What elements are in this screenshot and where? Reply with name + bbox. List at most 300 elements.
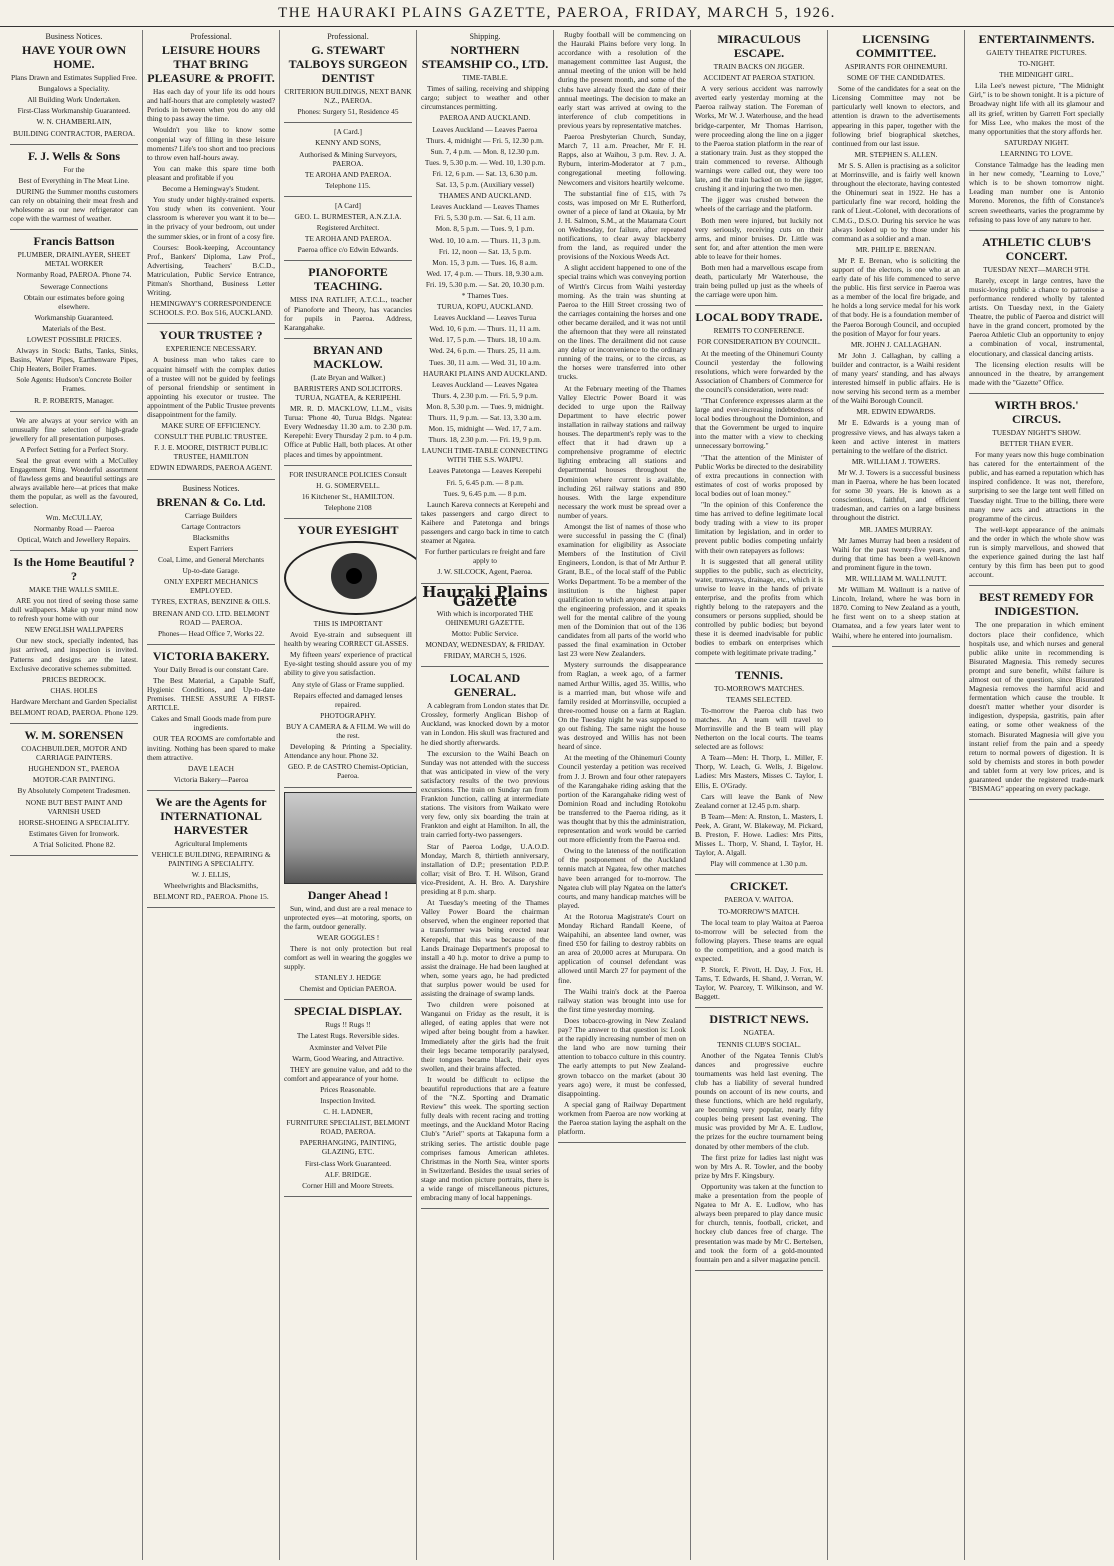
text-line: Play will commence at 1.30 p.m.	[710, 859, 808, 869]
headline: LICENSING COMMITTEE.	[855, 32, 937, 60]
text-line: A cablegram from London states that Dr. Crossley, formerly Anglican Bishop of Auckland, was knocked down by a motor van in London. His skull was fractured and he died shortly afterwards.	[421, 701, 549, 747]
text-line: Mr W. J. Towers is a successful business man in Paeroa, where he has been located for some 30 years. He is known as a conscientious, faithful, and efficient tradesman, and carries on a large business throughout the district.	[832, 467, 960, 523]
eye-illustration	[284, 541, 417, 615]
text-line: Thurs. 18, 2.30 p.m. — Fri. 19, 9 p.m.	[428, 435, 542, 445]
text-line: The excursion to the Waihi Beach on Sunday was not attended with the success that was anticipated in view of the very satisfactory results of the two previous excursions. The train on Sunday ran from Frankton Junction, calling at intermediate stations. The visitors from Waikato were very few, only six boarding the train at Frankton and eight at Hamilton. In all, the train carried forty-two passengers.	[421, 748, 549, 840]
text-line: MOTOR-CAR PAINTING.	[32, 775, 116, 785]
text-line: DURING the Summer months customers can rely on obtaining their meat fresh and wholesome as our new refrigerator can cope with the warmest of weather.	[10, 186, 138, 224]
text-line: W. N. CHAMBERLAIN,	[36, 117, 112, 127]
text-line: Thurs. 11, 9 p.m. — Sat. 13, 3.30 a.m.	[428, 413, 542, 422]
text-line: The licensing election results will be announced in the theatre, by arrangement made with the "Gazette" Office.	[969, 359, 1104, 387]
text-line: Opportunity was taken at the function to make a presentation from the people of Ngatea to Mr A. E. Ludlow, who has always been prepared to play dance music for church, tennis, football, cricket, and hockey club dances free of charge. The presentation was made by Mr C. Bertelsen, and took the form of a gold-mounted fountain pen and a silver magazine pencil.	[695, 1181, 823, 1264]
headline: LOCAL AND GENERAL.	[449, 671, 521, 700]
text-line: Fri. 5, 6.45 p.m. — 8 p.m.	[446, 477, 524, 487]
text-line: Wed. 10, 10 a.m. — Thurs. 11, 3 p.m.	[429, 235, 541, 245]
text-line: 16 Kitchener St., HAMILTON.	[301, 491, 395, 501]
text-line: KENNY AND SONS,	[315, 138, 381, 148]
text-line: MR. R. D. MACKLOW, LL.M., visits Turua: 'Phone 40, Turua Bldgs. Ngatea: Every Wednesday 11.30 a.m. to 2.30 p.m. Kerepehi: Every Thursday 2 p.m. to 4 p.m. Office at Public Hall, both places. At other places and times by appointment.	[284, 404, 412, 459]
text-line: Workmanship Guaranteed.	[34, 312, 114, 322]
text-line: Tues. 30, 11 a.m. — Wed. 31, 10 a.m.	[429, 357, 541, 367]
text-line: TE AROHA AND PAEROA.	[304, 169, 392, 179]
text-line: CRITERION BUILDINGS, NEXT BANK N.Z., PAEROA.	[284, 87, 412, 106]
article-block	[284, 201, 412, 261]
text-line: Bungalows a Speciality.	[38, 84, 110, 94]
text-line: Our new stock, specially indented, has just arrived, and inspection is invited. Patterns and designs are the latest. Exclusive decorative schemes submitted.	[10, 636, 138, 673]
article-block	[10, 234, 138, 411]
text-line: Mr S. S. Allen is practising as a solicitor at Morrinsville, and is fairly well known throughout the electorate, having contested the Ohinemuri seat in 1922. He has a particularly fine war record, holding the rank of Lieut.-Colonel, with decorations of C.M.G., D.S.O. During his service he was always looked up to by those under his command as a soldier and a man.	[832, 160, 960, 243]
text-line: FURNITURE SPECIALIST, BELMONT ROAD, PAEROA.	[286, 1118, 410, 1137]
text-line: My fifteen years' experience of practical Eye-sight testing should assure you of my ability to give you satisfaction.	[284, 650, 412, 678]
text-line: All Building Work Undertaken.	[27, 95, 121, 105]
text-line: Wed. 10, 6 p.m. — Thurs. 11, 11 a.m.	[429, 324, 541, 334]
headline: PIANOFORTE TEACHING.	[308, 265, 388, 294]
text-line: Fri. 5, 5.30 p.m. — Sat. 6, 11 a.m.	[434, 213, 536, 223]
headline: ENTERTAINMENTS.	[978, 32, 1095, 46]
text-line: It would be difficult to eclipse the beautiful reproductions that are a feature of the "N.Z. Sporting and Dramatic Review" this week. The sporting section fully deals with recent racing and trotting meetings, and the Auckland Motor Racing Club's "Ariel" sports at Takapuna form a striking series. The artistic double page comprises famous American athletes. Christmas in the North Sea, winter sports in Switzerland. Besides the usual series of stage and motion picture portraits, there is a wide range of miscellaneous pictures, embracing many of local happenings.	[421, 1074, 549, 1203]
text-line: ONLY EXPERT MECHANICS EMPLOYED.	[163, 577, 259, 596]
article-block	[284, 32, 412, 123]
text-line: Both men had a marvellous escape from death, particularly Mr Waterhouse, the train being pulled up just as the wheels of the carriage were upon him.	[695, 262, 823, 300]
text-line: THEY are genuine value, and add to the comfort and appearance of your home.	[284, 1064, 412, 1083]
text-line: The first prize for ladies last night was won by Mrs A. R. Towler, and the booby prize by Mrs F. Kingsbury.	[695, 1152, 823, 1180]
text-line: Best of Everything in The Meat Line.	[18, 175, 130, 185]
headline: Francis Battson	[33, 234, 115, 249]
text-line: Mr E. Edwards is a young man of progressive views, and has always taken a keen and active interest in matters pertaining to the welfare of the district.	[832, 418, 960, 455]
article-block	[147, 795, 275, 909]
text-line: ALF. BRIDGE.	[324, 1169, 372, 1179]
article-block	[558, 30, 686, 1143]
article-block	[695, 310, 823, 663]
text-line: TENNIS CLUB'S SOCIAL.	[717, 1039, 801, 1049]
headline: MIRACULOUS ESCAPE.	[717, 32, 801, 60]
text-line: ARE you not tired of seeing those same dull wallpapers. Make up your mind now to refresh your home with our	[10, 595, 138, 624]
text-line: A slight accident happened to one of the special trains which was conveying portion of Wirth's Circus from Waihi yesterday morning. As the train was shunting at Paeroa to the Hill Street crossing two of the carriages containing the horses and one other became derailed, and it was not until the afternoon that they were all reinstated on the lines. The derailment did not cause any delay or inconvenience to the ordinary running of the trains, or to the circus, as the horses were transferred into other trucks.	[558, 263, 686, 382]
text-line: Normanby Road, PAEROA. Phone 74.	[16, 270, 132, 280]
text-line: Leaves Patetonga — Leaves Kerepehi	[428, 466, 542, 476]
text-line: GEO. P. de CASTRO Chemist-Optician, Paeroa.	[287, 762, 409, 781]
text-line: PAEROA V. WAITOA.	[724, 895, 794, 905]
text-line: MR. JOHN J. CALLAGHAN.	[850, 339, 942, 349]
text-line: Wheelwrights and Blacksmiths,	[163, 881, 259, 891]
text-line: Another of the Ngatea Tennis Club's dances and progressive euchre tournaments was held last evening. The club has a liability of several hundred pounds on account of its new courts, and these functions, which are held regularly, are becoming very popular, nearly fifty couples being present last evening. The music was provided by Mr A. E. Ludlow, the prizes for the euchre tournament being donated by other members of the club.	[695, 1050, 823, 1151]
article-block	[284, 523, 412, 788]
text-line: Has each day of your life its odd hours and half-hours that are completely wasted? Periods in between when you do any old thing to pass away the time.	[147, 87, 275, 124]
text-line: Mr William M. Wallnutt is a native of Lincoln, Ireland, where he was born in 1870. Coming to New Zealand as a youth, he first went on to a sheep station at Otamatea, and a few years later went to Waihi, where he entered into journalism.	[832, 585, 960, 640]
article-block	[10, 728, 138, 856]
text-line: Fri. 12, 6 p.m. — Sat. 13, 6.30 p.m.	[432, 168, 538, 178]
article-block	[147, 649, 275, 791]
text-line: Chemist and Optician PAEROA.	[299, 984, 397, 994]
text-line: Thurs. 4, 2.30 p.m. — Fri. 5, 9 p.m.	[432, 390, 538, 400]
text-line: Thurs. 4, midnight — Fri. 5, 12.30 p.m.	[426, 135, 544, 145]
text-line: The jigger was crushed between the wheels of the carriage and the platform.	[695, 195, 823, 214]
article-block	[10, 32, 138, 145]
text-line: Cakes and Small Goods made from pure ingredients.	[151, 714, 271, 733]
text-line: The one preparation in which eminent doctors place their confidence, which hospitals use, and which nurses and general public alike unite in recommending is Bisurated Magnesia. This remedy secures prompt and sure benefit, whilst failure is almost out of the question, since Bisurated Magnesia removes the harmful acid and fermentation which cause the trouble. It doesn't matter whether your disorder is indigestion, dyspepsia, gastritis, pain after eating, or some other weakness of the stomach. Bisurated Magnesia will give you instant relief from the pain and a speedy return to normal powers of digestion. It is sold by chemists and stores in both powder and tablet form at very low prices, and is guaranteed under the registered trade-mark "BISMAG" appearing on every package.	[969, 620, 1104, 794]
text-line: MR. EDWIN EDWARDS.	[856, 407, 936, 417]
text-line: A very serious accident was narrowly averted early yesterday morning at the Paeroa railway station. The Foreman of Works, Mr W. J. Waterhouse, and the head bridge-carpenter, Mr Thomas Harrison, were proceeding along the line on a jigger to the Paeroa station platform in the rear of a stationary train. Just as they stopped the train commenced to reverse. Although warnings were called out, they were too late, and the train backed on to the jigger, crushing it and injuring the two men.	[695, 84, 823, 194]
article-block	[969, 235, 1104, 394]
text-line: Amongst the list of names of those who were successful in passing the C (final) examination for eligibility as Associate Members of the Institution of Civil Engineers, London, is that of Mr Arthur P. Grant, B.E., of the local staff of the Public Works Department. To be a member of the institution is the highest paper qualification to which anyone can attain in the engineering profession, and it speaks well for the mental calibre of the young men of the Dominion that out of the 136 candidates from all parts of the world who passed the final examination in October last 23 were New Zealanders.	[558, 521, 686, 659]
text-line: TO-MORROW'S MATCH.	[718, 906, 800, 916]
article-block	[284, 127, 412, 197]
text-line: At the meeting of the Ohinemuri County Council yesterday the following resolutions, which were forwarded by the Association of Chambers of Commerce for the council's consideration, were read:	[695, 348, 823, 394]
headline: F. J. Wells & Sons	[27, 148, 121, 163]
text-line: Avoid Eye-strain and subsequent ill health by wearing CORRECT GLASSES.	[284, 630, 412, 649]
article-block	[421, 32, 549, 584]
text-line: C. H. LADNER,	[323, 1107, 373, 1117]
text-line: BRENAN AND CO. LTD. BELMONT ROAD — PAEROA.	[152, 608, 270, 627]
text-line: Cartage Contractors	[181, 521, 241, 531]
text-line: Rarely, except in large centres, have the music-loving public a chance to patronise a performance rendered wholly by talented artists. On Tuesday next, in the Gaiety Theatre, the public of Paeroa and district will have in the grand concert, promoted by the Paeroa Athletic Club an opportunity to enjoy a combination of vocal, instrumental, elocutionary, and classical dancing artists.	[969, 275, 1104, 358]
text-line: The well-kept appearance of the animals and the order in which the whole show was run is simply marvellous, and showed that the experience gained during the last half century by this firm has been put to good account.	[969, 524, 1104, 580]
text-line: ASPIRANTS FOR OHINEMURI.	[844, 62, 948, 71]
text-line: First-Class Workmanship Guaranteed.	[17, 106, 131, 116]
text-line: Paeroa Presbyterian Church, Sunday, March 7, 11 a.m. Preacher, Mr F. H. Rapps, also at Waihou, 3 p.m. Rev. J. A. Ryburn, interim-Moderator at 7 p.m., congregational meeting following. Newcomers and visitors heartily welcome.	[558, 132, 686, 187]
text-line: R. P. ROBERTS, Manager.	[34, 395, 114, 405]
text-line: Seal the great event with a McCulley Engagement Ring. Wonderful assortment of flawless gems and beautiful settings are always available here—at prices that make them the popular, as well as the favoured, selection.	[10, 456, 138, 511]
article-block	[284, 792, 412, 1001]
masthead-title: THE HAURAKI PLAINS GAZETTE, PAEROA, FRIDAY, MARCH 5, 1926.	[278, 5, 836, 21]
text-line: At the meeting of the Ohinemuri County Council yesterday a petition was received from J. J. Brown and four other ratepayers of the Karangahake riding asking that the portion of the Karangahake riding west of Dominion Road and including Rotokohu be transferred to the Paeroa riding, as it was thought that by this the administration, representation and work would be carried out more efficiently from the Paeroa end.	[558, 753, 686, 845]
text-line: Carriage Builders	[184, 510, 238, 520]
text-line: P. Storck, F. Pivott, H. Day, J. Fox, H. Tams, T. Edwards, H. Shand, J. Verran, W. Taylor, W. Pearcey, T. Wilkinson, and W. Baggett.	[695, 965, 823, 1002]
text-line: Motto: Public Service.	[451, 628, 519, 638]
text-line: A Trial Solicited. Phone 82.	[32, 839, 116, 849]
text-line: TRAIN BACKS ON JIGGER.	[713, 62, 805, 71]
text-line: At Tuesday's meeting of the Thames Valley Power Board the chairman observed, when the engineer reported that a transformer was being erected near Kerepehi, that this was because of the Lands Drainage Department's proposal to install a 40 h.p. motor to drive a pump to assist the drainage. He had been laughed at when, some years ago, he had predicted that surplus power would be used for assisting the drainage of swamp lands.	[421, 898, 549, 999]
text-line: A special gang of Railway Department workmen from Paeroa are now working at the Paeroa station laying the asphalt on the platform.	[558, 1099, 686, 1137]
text-line: Any style of Glass or Frame supplied.	[291, 679, 405, 689]
text-line: MR. WILLIAM M. WALLNUTT.	[845, 573, 947, 583]
text-line: HAURAKI PLAINS AND AUCKLAND.	[422, 368, 547, 378]
text-line: "In the opinion of this Conference the time has arrived to define legitimate local body trading with a view to its proper limitation by legislation, and in order to prevent public bodies competing unfairly with their own ratepayers as follows:	[695, 500, 823, 555]
text-line: For further particulars re freight and fare apply to	[424, 547, 546, 566]
text-line: Sun, wind, and dust are a real menace to unprotected eyes—at motoring, sports, on the farm, outdoor generally.	[284, 903, 412, 931]
text-line: PHOTOGRAPHY.	[320, 710, 376, 720]
text-line: H. G. SOMERVELL.	[316, 480, 380, 490]
text-line: MAKE SURE OF EFFICIENCY.	[161, 421, 261, 431]
text-line: HUGHENDON ST., PAEROA	[28, 764, 120, 774]
text-line: NEW ENGLISH WALLPAPERS	[24, 625, 124, 635]
headline: ATHLETIC CLUB'S CONCERT.	[982, 234, 1091, 263]
text-line: EXPERIENCE NECESSARY.	[165, 344, 257, 354]
text-line: STANLEY J. HEDGE	[314, 973, 382, 983]
text-line: Inspection Invited.	[320, 1096, 376, 1105]
text-line: ACCIDENT AT PAEROA STATION.	[703, 73, 815, 83]
text-line: Developing & Printing a Speciality. Attendance any hour. Phone 32.	[284, 742, 412, 761]
text-line: COACHBUILDER, MOTOR AND CARRIAGE PAINTERS.	[21, 744, 127, 763]
headline: LOCAL BODY TRADE.	[695, 310, 823, 325]
text-line: Mr John J. Callaghan, by calling a builder and contractor, is a Waihi resident of many years' standing, and has always interested himself in public affairs. He is now serving his second term as a member of the Waihi Borough Council.	[832, 350, 960, 406]
text-line: LEARNING TO LOVE.	[1000, 148, 1073, 158]
text-line: Rugs !! Rugs !!	[325, 1020, 371, 1030]
text-line: SATURDAY NIGHT.	[1004, 137, 1069, 147]
text-line: THE MIDNIGHT GIRL.	[999, 70, 1074, 80]
text-line: Become a Hemingway's Student.	[162, 184, 260, 194]
text-line: Phones— Head Office 7, Works 22.	[157, 628, 265, 638]
text-line: THAMES AND AUCKLAND.	[438, 191, 532, 201]
text-line: Leaves Auckland — Leaves Ngatea	[432, 379, 538, 389]
text-line: PAPERHANGING, PAINTING, GLAZING, ETC.	[299, 1138, 397, 1157]
article-block	[284, 470, 412, 519]
text-line: VEHICLE BUILDING, REPAIRING & PAINTING A SPECIALITY.	[151, 850, 271, 869]
column-6	[691, 30, 828, 1560]
article-block	[832, 32, 960, 647]
text-line: SOME OF THE CANDIDATES.	[846, 73, 945, 83]
text-line: Wm. McCULLAY,	[45, 512, 103, 522]
text-line: Plans Drawn and Estimates Supplied Free.	[10, 73, 138, 83]
text-line: Telephone 2108	[324, 502, 372, 512]
text-line: Owing to the lateness of the notification of the postponement of the Auckland tennis match at Ngatea, few other matches have been arranged for to-morrow. The Ngatea club will play Ngatea on the latter's courts, and many handicap matches will be played.	[558, 846, 686, 910]
text-line: Corner Hill and Moore Streets.	[302, 1180, 394, 1190]
column-3	[280, 30, 417, 1560]
text-line: With which is incorporated THE OHINEMURI GAZETTE.	[436, 608, 534, 627]
text-line: BETTER THAN EVER.	[999, 439, 1074, 448]
text-line: Always in Stock: Baths, Tanks, Sinks, Basins, Water Pipes, Earthenware Pipes, Chip Heaters, Boiler Frames.	[10, 346, 138, 374]
headline: LEISURE HOURS THAT BRING PLEASURE & PROFIT.	[147, 43, 275, 86]
text-line: MONDAY, WEDNESDAY, & FRIDAY.	[425, 639, 545, 649]
headline: NORTHERN STEAMSHIP CO., LTD.	[421, 43, 549, 72]
text-line: FOR INSURANCE POLICIES Consult	[289, 469, 407, 479]
text-line: We are always at your service with an unusually fine selection of high-grade jewellery for all presentation purposes.	[10, 415, 138, 443]
text-line: Tues. 9, 6.45 p.m. — 8 p.m.	[443, 488, 527, 498]
article-block	[147, 484, 275, 645]
text-line: EDWIN EDWARDS, PAEROA AGENT.	[149, 463, 273, 473]
text-line: Wed. 17, 4 p.m. — Thurs. 18, 9.30 a.m.	[426, 268, 544, 278]
text-line: Obtain our estimates before going elsewhere.	[23, 292, 125, 311]
text-line: FOR CONSIDERATION BY COUNCIL.	[697, 337, 821, 347]
text-line: TE AROHA AND PAEROA.	[304, 234, 392, 244]
text-line: J. W. SILCOCK, Agent, Paeroa.	[437, 567, 533, 577]
text-line: Hardware Merchant and Garden Specialist	[11, 696, 137, 706]
headline: HAVE YOUR OWN HOME.	[21, 43, 126, 72]
text-line: LOWEST POSSIBLE PRICES.	[26, 334, 122, 344]
text-line: Leaves Auckland — Leaves Thames	[430, 202, 540, 212]
text-line: MISS INA RATLIFF, A.T.C.L., teacher of Pianoforte and Theory, has vacancies for pupils in Paeroa. Address, Karangahake.	[284, 295, 412, 332]
text-line: Materials of the Best.	[42, 323, 106, 333]
text-line: Launch Kareva connects at Kerepehi and takes passengers and cargo direct to Kaihere and Patetonga and brings passengers and cargo back in time to catch steamer at Ngatea.	[421, 499, 549, 546]
text-line: Your Daily Bread is our constant Care.	[153, 664, 269, 674]
text-line: Paeroa office c/o Edwin Edwards.	[297, 245, 399, 255]
text-line: (Late Bryan and Walker.)	[310, 372, 386, 382]
column-7	[828, 30, 965, 1560]
text-line: Leaves Auckland — Leaves Turua	[433, 313, 537, 323]
text-line: GEO. L. BURMESTER, A.N.Z.I.A.	[294, 212, 402, 222]
text-line: WEAR GOGGLES !	[316, 932, 380, 942]
section-head: Professional.	[190, 32, 232, 41]
column-2	[143, 30, 280, 1560]
text-line: At the February meeting of the Thames Valley Electric Power Board it was decided to urge upon the Railway Department to have electric power installation in railway stations and railway houses. The department's reply was to the effect that it had drawn up a comprehensive programme of electric lighting embracing all stations and departmental houses throughout the Dominion where current is available, including 261 railway stations and 890 houses. With the large expenditure necessary the work must be spread over a number of years.	[558, 383, 686, 520]
text-line: F. J. E. MOORE, DISTRICT PUBLIC TRUSTEE, HAMILTON	[154, 443, 268, 462]
text-line: HEMINGWAY'S CORRESPONDENCE SCHOOLS. P.O. Box 516, AUCKLAND.	[149, 299, 273, 318]
column-8	[965, 30, 1108, 1560]
text-line: PAEROA AND AUCKLAND.	[439, 113, 531, 123]
text-line: The Latest Rugs. Reversible sides.	[296, 1031, 400, 1041]
text-line: TIME-TABLE.	[462, 73, 508, 83]
article-block	[695, 879, 823, 1008]
text-line: Coal, Lime, and General Merchants	[158, 555, 264, 565]
text-line: For many years now this huge combination has catered for the entertainment of the public, and has earned a reputation which has inspired confidence. It was not, therefore, surprising to see the large tent well filled on Tuesday night. True to the billing, there were many new acts and attractions in the programme of the circus.	[969, 450, 1104, 523]
text-line: TO-NIGHT.	[1018, 59, 1055, 69]
text-line: Sat. 13, 5 p.m. (Auxiliary vessel)	[436, 180, 534, 190]
text-line: By Absolutely Competent Tradesmen.	[17, 786, 131, 796]
text-line: Times of sailing, receiving and shipping cargo; subject to weather and other circumstances permitting.	[421, 84, 549, 112]
text-line: * Thames Tues.	[461, 290, 509, 300]
text-line: Expert Farriers	[188, 543, 234, 553]
text-line: [A Card]	[334, 200, 362, 210]
section-head: Shipping.	[469, 32, 501, 41]
text-line: You can make this spare time both pleasant and profitable if you	[147, 163, 275, 182]
text-line: Mr P. E. Brenan, who is soliciting the support of the electors, is one who at an early date of his life commenced to serve the public. His first service in Paeroa was as a member of the local fire brigade, and he holds a long service medal for his work of that body. He is a foundation member of the Paeroa Borough Council, and occupied the position of Mayor for four years.	[832, 255, 960, 338]
text-line: You study under highly-trained experts. You study when its convenient. Your classroom is wherever you want it to be—in the privacy of your bedroom, out under the summer skies, or in front of a cosy fire.	[147, 195, 275, 241]
text-line: Constance Talmadge has the leading men in her new comedy, "Learning to Love," which is to be shown tomorrow night. Leading man number one is Antonio Moreno. Morenos, the fifth of Constance's screen sweethearts, varies the programme by refusing to pass love of any nature to her.	[969, 160, 1104, 224]
column-4	[417, 30, 554, 1560]
text-line: Mr James Murray had been a resident of Waihi for the past twenty-five years, and during that time has been a well-known and prominent figure in the town.	[832, 535, 960, 572]
text-line: Mystery surrounds the disappearance from Raglan, a week ago, of a farmer named Arthur Willis, aged 35. Willis, who is a married man, but whose wife and family resided at Morrinsville, occupied a three-roomed house on a farm at Raglan. On the Tuesday night he was supposed to go out fishing. The same night the house was destroyed and Willis has not been heard of since.	[558, 660, 686, 752]
article-block	[10, 149, 138, 231]
text-line: There is not only protection but real comfort as well in wearing the goggles we supply.	[284, 943, 412, 972]
text-line: Mon. 8, 5.30 p.m. — Tues. 9, midnight.	[426, 401, 544, 411]
text-line: Fri. 19, 5.30 p.m. — Sat. 20, 10.30 p.m.	[425, 279, 545, 289]
section-head: Business Notices.	[45, 32, 103, 41]
text-line: NGATEA.	[743, 1028, 775, 1038]
masthead	[0, 0, 1114, 27]
headline: Danger Ahead !	[307, 887, 389, 902]
text-line: The Waihi train's dock at the Paeroa railway station was brought into use for the first time yesterday morning.	[558, 986, 686, 1014]
text-line: Courses: Book-keeping, Accountancy Prof., Bankers' Diploma, Law Prof., Advertising, Teachers' B.C.D., Matriculation, Public Service Entrance, Pitman's Shorthand, Business Letter Writing.	[147, 242, 275, 298]
text-line: Mon. 15, midnight — Wed. 17, 7 a.m.	[428, 424, 542, 434]
text-line: Axminster and Velvet Pile	[309, 1042, 387, 1052]
text-line: MR. PHILIP E. BRENAN.	[855, 244, 937, 254]
headline: Is the Home Beautiful ? ?	[13, 554, 135, 583]
text-line: BELMONT ROAD, PAEROA. Phone 129.	[10, 707, 138, 717]
text-line: Up-to-date Garage.	[182, 566, 240, 576]
text-line: HORSE-SHOEING A SPECIALITY.	[18, 817, 130, 827]
text-line: At the Rotorua Magistrate's Court on Monday Richard Randall Keene, of Waipahihi, an absentee land owner, was fined £50 for failing to destroy rabbits on an area of 20,000 acres at Murupara. On application of counsel defendant was allowed until March 27 for payment of the fine.	[558, 911, 686, 985]
text-line: Registered Architect.	[316, 223, 380, 233]
headline: SPECIAL DISPLAY.	[294, 1004, 402, 1019]
text-line: TUESDAY NEXT—MARCH 9TH.	[983, 264, 1090, 274]
text-line: Fri. 12, noon — Sat. 13, 5 p.m.	[438, 246, 532, 256]
article-block	[147, 328, 275, 479]
text-line: MR. WILLIAM J. TOWERS.	[851, 456, 941, 466]
text-line: Agricultural Implements	[174, 838, 248, 848]
text-line: Repairs effected and damaged lenses repaired.	[293, 690, 403, 709]
text-line: The substantial fine of £15, with 7s costs, was imposed on Mr E. Rutherford, owner of a piece of land at Okauia, by Mr J. H. Salmon, S.M., at the Matamata Court on Wednesday, for failure, after repeated notifications, to clear away blackberry from the land, as required under the provisions of the Noxious Weeds Act.	[558, 188, 686, 262]
article-block	[147, 32, 275, 324]
headline: We are the Agents for INTERNATIONAL HARVESTER	[155, 794, 267, 837]
text-line: Tues. 9, 5.30 p.m. — Wed. 10, 1.30 p.m.	[424, 157, 546, 167]
text-line: Sewerage Connections	[40, 281, 108, 291]
text-line: "That the attention of the Minister of Public Works be directed to the desirability of extra precautions in connection with estimates of cost of works proposed by local bodies out of loan money."	[695, 452, 823, 498]
text-line: Wed. 17, 5 p.m. — Thurs. 18, 10 a.m.	[429, 335, 541, 345]
text-line: BUY A CAMERA & A FILM. We will do the rest.	[285, 721, 411, 741]
text-line: Mon. 8, 5 p.m. — Tues. 9, 1 p.m.	[435, 224, 535, 234]
article-block	[10, 555, 138, 724]
headline: WIRTH BROS.' CIRCUS.	[994, 397, 1079, 426]
text-line: "That Conference expresses alarm at the large and ever-increasing indebtedness of local bodies throughout the Dominion, and that the Government be urged to inquire into the matter with a view to checking unnecessary borrowing."	[695, 396, 823, 451]
headline: BRENAN & Co. Ltd.	[156, 494, 266, 509]
text-line: PRICES BEDROCK.	[41, 674, 107, 684]
text-line: TO-MORROW'S MATCHES.	[714, 683, 804, 693]
text-line: The local team to play Waitoa at Paeroa to-morrow will be selected from the following players. These teams are equal to the competition, and a good match is expected.	[695, 917, 823, 963]
text-line: TYRES, EXTRAS, BENZINE & OILS.	[151, 597, 271, 607]
text-line: Rugby football will be commencing on the Hauraki Plains before very long. In accordance with a resolution of the management committee last August, the annual meeting of the union will be held during the present month, and some of the clubs have already fixed the date of their annual meetings. The decision to make an early start was arrived at owing to the interference of club competitions in previous years by representative matches.	[558, 30, 686, 130]
newspaper-columns	[6, 30, 1108, 1560]
text-line: TEAMS SELECTED.	[726, 694, 792, 704]
text-line: Sun. 7, 4 p.m. — Mon. 8, 12.30 p.m.	[430, 146, 540, 156]
text-line: Does tobacco-growing in New Zealand pay? The answer to that question is: Look at the rapidly increasing number of men on the land who are now turning their attention to tobacco culture in this country. The early attempts to put New Zealand-grown tobacco on the market (about 30 years ago) were, it must be confessed, disappointing.	[558, 1015, 686, 1098]
text-line: [A Card.]	[334, 127, 362, 137]
headline: CRICKET.	[729, 879, 789, 894]
text-line: Normanby Road — Paeroa	[33, 523, 115, 533]
text-line: Telephone 115.	[325, 180, 371, 190]
headline: BEST REMEDY FOR INDIGESTION.	[979, 590, 1094, 619]
motoring-illustration	[284, 792, 417, 884]
text-line: MAKE THE WALLS SMILE.	[28, 584, 120, 594]
text-line: Warm, Good Wearing, and Attractive.	[292, 1053, 404, 1063]
article-block	[421, 671, 549, 1209]
text-line: REMITS TO CONFERENCE.	[713, 326, 805, 336]
text-line: To-morrow the Paeroa club has two matches. An A team will travel to Morrinsville and the B team will play Netherton on the local courts. The teams selected are as follows:	[695, 705, 823, 752]
text-line: Authorised & Mining Surveyors, PAEROA.	[299, 149, 397, 168]
text-line: THIS IS IMPORTANT	[313, 619, 383, 628]
text-line: OUR TEA ROOMS are comfortable and inviting. Nothing has been spared to make them attractive.	[147, 734, 275, 762]
text-line: FRIDAY, MARCH 5, 1926.	[443, 651, 527, 661]
text-line: It is suggested that all general utility supplies to the public, such as electricity, water, tramways, drainage, etc., which it is unwise to leave in the hands of private enterprise, and the profits from which rightly belong to the ratepayers and the consumers or persons supplied, should be controlled by public bodies; but beyond these it is deemed inadvisable for public bodies to embark on enterprises which compete with legitimate private trading."	[695, 556, 823, 657]
headline: VICTORIA BAKERY.	[152, 648, 270, 663]
text-line: The Best Material, a Capable Staff, Hygienic Conditions, and Up-to-date Premises. THESE ASSURE A FIRST-ARTICLE.	[147, 675, 275, 713]
article-block	[969, 590, 1104, 800]
text-line: LAUNCH TIME-TABLE CONNECTING WITH THE S.S. WAIPU.	[421, 446, 549, 465]
text-line: Victoria Bakery—Paeroa	[173, 774, 249, 784]
headline: BRYAN AND MACKLOW.	[313, 342, 383, 371]
text-line: Some of the candidates for a seat on the Licensing Committee may not be particularly well known to electors, and attention is drawn to the advertisements appearing in this paper, together with the following brief biographical sketches, continued from our last issue.	[832, 84, 960, 148]
text-line: Leaves Auckland — Leaves Paeroa	[432, 124, 538, 134]
text-line: Two children were poisoned at Wanganui on Friday as the result, it is alleged, of eating apples that were not wiped after being bought from a hawker. Immediately after the girls had the fruit their legs became temporarily paralysed, their tongues became black, their eyes swollen, and their brains affected.	[421, 1000, 549, 1073]
text-line: Phones: Surgery 51, Residence 45	[297, 107, 399, 117]
text-line: MR. STEPHEN S. ALLEN.	[854, 149, 938, 159]
text-line: BELMONT RD., PAEROA. Phone 15.	[153, 892, 269, 902]
article-block	[969, 32, 1104, 231]
text-line: NONE BUT BEST PAINT AND VARNISH USED	[25, 797, 123, 816]
text-line: MR. JAMES MURRAY.	[859, 524, 933, 534]
text-line: DAVE LEACH	[187, 763, 235, 773]
text-line: Cars will leave the Bank of New Zealand corner at 12.45 p.m. sharp.	[695, 791, 823, 810]
column-1	[6, 30, 143, 1560]
headline: YOUR TRUSTEE ?	[159, 328, 263, 343]
article-block	[421, 582, 549, 668]
text-line: For the	[63, 164, 85, 174]
text-line: PLUMBER, DRAINLAYER, SHEET METAL WORKER	[17, 250, 131, 269]
text-line: A business man who takes care to acquaint himself with the complex duties of a trustee will not be guided by feelings of personal friendship or sentiment in appointing his executor or trustee. The appointment of the Public Trustee prevents disappointment for the family.	[147, 355, 275, 419]
text-line: GAIETY THEATRE PICTURES.	[986, 48, 1087, 57]
article-block	[284, 1004, 412, 1197]
headline: W. M. SORENSEN	[24, 728, 124, 743]
text-line: A Team—Men: H. Thorp, L. Miller, F. Thorp, W. Leach, G. Wells, J. Bigelow. Ladies: Mrs Masters, Misses C. Taylor, I. Ellis, E. O'Grady.	[695, 753, 823, 790]
text-line: CHAS. HOLES	[50, 685, 98, 695]
article-block	[695, 32, 823, 306]
text-line: BARRISTERS AND SOLICITORS. TURUA, NGATEA, & KERIPEHI.	[293, 383, 403, 402]
text-line: Star of Paeroa Lodge, U.A.O.D. Monday, March 8, thirtieth anniversary, installation of D.P.; presentation P.D.P. collar; visit of Bro. T. H. Wilson, Grand vice-President, A. H. Bro. A. Daryshire presiding at 8 p.m. sharp.	[421, 841, 549, 897]
column-5	[554, 30, 691, 1560]
text-line: Mon. 15, 3 p.m. — Tues. 16, 8 a.m.	[432, 257, 538, 267]
article-block	[969, 398, 1104, 587]
text-line: Optical, Watch and Jewellery Repairs.	[17, 534, 131, 544]
text-line: CONSULT THE PUBLIC TRUSTEE.	[154, 432, 268, 442]
headline: YOUR EYESIGHT	[297, 523, 399, 537]
